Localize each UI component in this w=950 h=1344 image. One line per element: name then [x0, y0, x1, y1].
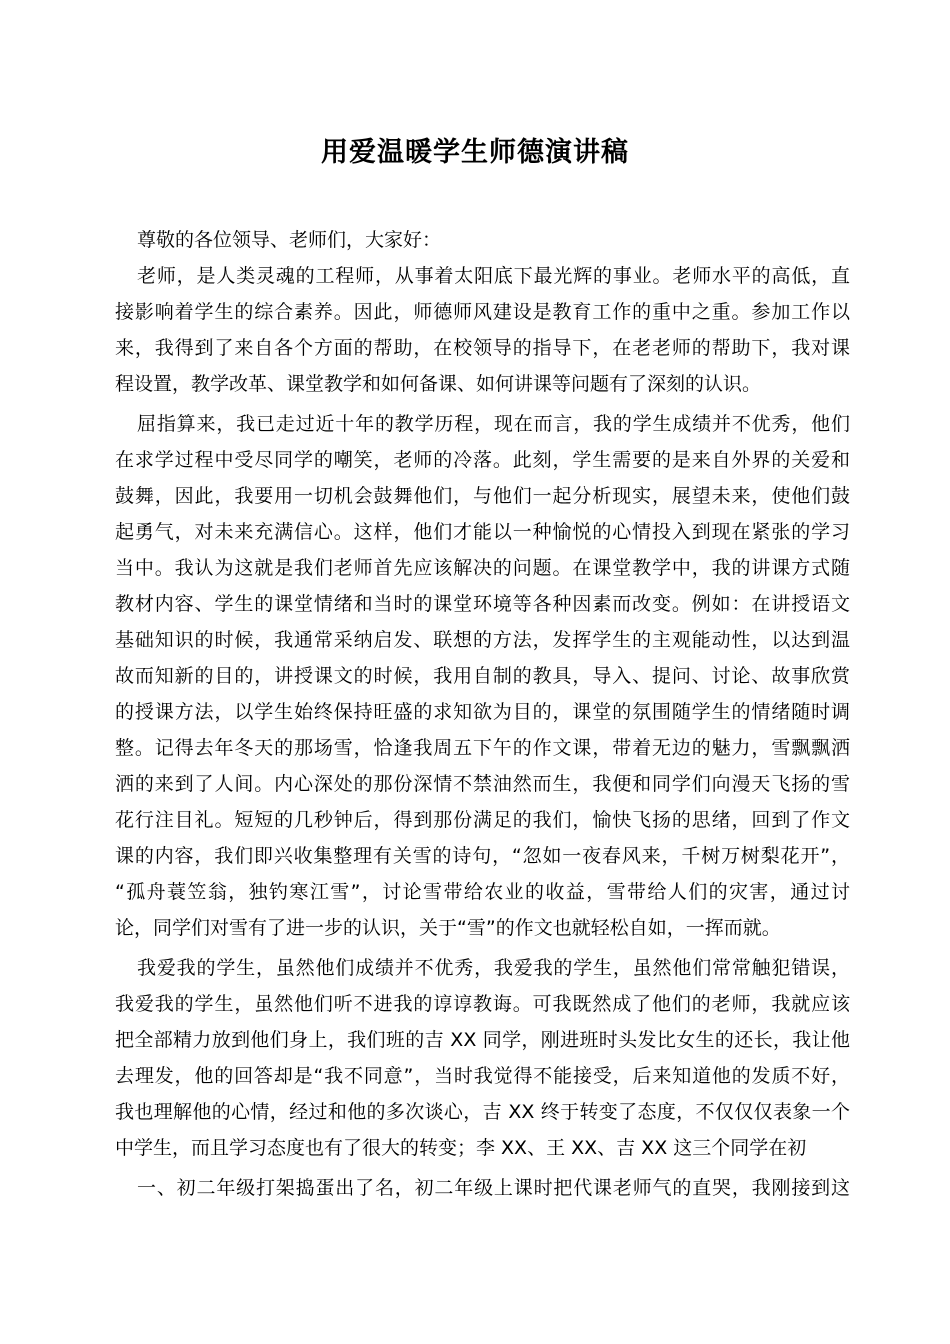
text-line: 花行注目礼。短短的几秒钟后，得到那份满足的我们，愉快飞扬的思绪，回到了作文 [115, 809, 850, 831]
text-line: 当中。我认为这就是我们老师首先应该解决的问题。在课堂教学中，我的讲课方式随 [115, 557, 850, 579]
text-line: 我爱我的学生，虽然他们成绩并不优秀，我爱我的学生，虽然他们常常触犯错误， [137, 957, 850, 979]
text-line: 的授课方法，以学生始终保持旺盛的求知欲为目的，课堂的氛围随学生的情绪随时调 [115, 701, 850, 723]
text-line: 接影响着学生的综合素养。因此，师德师风建设是教育工作的重中之重。参加工作以 [115, 301, 850, 323]
text-line: 在求学过程中受尽同学的嘲笑，老师的冷落。此刻，学生需要的是来自外界的关爱和 [115, 449, 850, 471]
text-line: 程设置，教学改革、课堂教学和如何备课、如何讲课等问题有了深刻的认识。 [115, 373, 762, 395]
text-line: “孤舟蓑笠翁，独钓寒江雪”，讨论雪带给农业的收益，雪带给人们的灾害，通过讨 [115, 881, 850, 903]
text-line: 一、初二年级打架捣蛋出了名，初二年级上课时把代课老师气的直哭，我刚接到这 [137, 1177, 850, 1199]
text-line: 洒的来到了人间。内心深处的那份深情不禁油然而生，我便和同学们向漫天飞扬的雪 [115, 773, 850, 795]
text-line: 我爱我的学生，虽然他们听不进我的谆谆教诲。可我既然成了他们的老师，我就应该 [115, 993, 850, 1015]
text-line: 把全部精力放到他们身上，我们班的吉 XX 同学，刚进班时头发比女生的还长，我让他 [115, 1029, 850, 1051]
text-line: 教材内容、学生的课堂情绪和当时的课堂环境等各种因素而改变。例如：在讲授语文 [115, 593, 850, 615]
document-title: 用爱温暖学生师德演讲稿 [321, 137, 629, 168]
text-line: 鼓舞，因此，我要用一切机会鼓舞他们，与他们一起分析现实，展望未来，使他们鼓 [115, 485, 850, 507]
text-line: 我也理解他的心情，经过和他的多次谈心，吉 XX 终于转变了态度，不仅仅仅表象一个 [115, 1101, 850, 1123]
text-line: 整。记得去年冬天的那场雪，恰逢我周五下午的作文课，带着无边的魅力，雪飘飘洒 [115, 737, 850, 759]
text-line: 中学生，而且学习态度也有了很大的转变；李 XX、王 XX、吉 XX 这三个同学在初 [115, 1137, 807, 1159]
text-line: 屈指算来，我已走过近十年的教学历程，现在而言，我的学生成绩并不优秀，他们 [137, 413, 850, 435]
text-line: 来，我得到了来自各个方面的帮助，在校领导的指导下，在老老师的帮助下，我对课 [115, 337, 850, 359]
text-line: 基础知识的时候，我通常采纳启发、联想的方法，发挥学生的主观能动性，以达到温 [115, 629, 850, 651]
text-line: 论，同学们对雪有了进一步的认识，关于“雪”的作文也就轻松自如，一挥而就。 [115, 917, 781, 939]
text-line: 故而知新的目的，讲授课文的时候，我用自制的教具，导入、提问、讨论、故事欣赏 [115, 665, 850, 687]
text-line: 尊敬的各位领导、老师们，大家好： [137, 229, 442, 251]
text-line: 课的内容，我们即兴收集整理有关雪的诗句，“忽如一夜春风来，千树万树梨花开”， [115, 845, 850, 867]
text-line: 老师，是人类灵魂的工程师，从事着太阳底下最光辉的事业。老师水平的高低，直 [137, 265, 850, 287]
text-line: 去理发，他的回答却是“我不同意”，当时我觉得不能接受，后来知道他的发质不好， [115, 1065, 850, 1087]
text-line: 起勇气，对未来充满信心。这样，他们才能以一种愉悦的心情投入到现在紧张的学习 [115, 521, 850, 543]
